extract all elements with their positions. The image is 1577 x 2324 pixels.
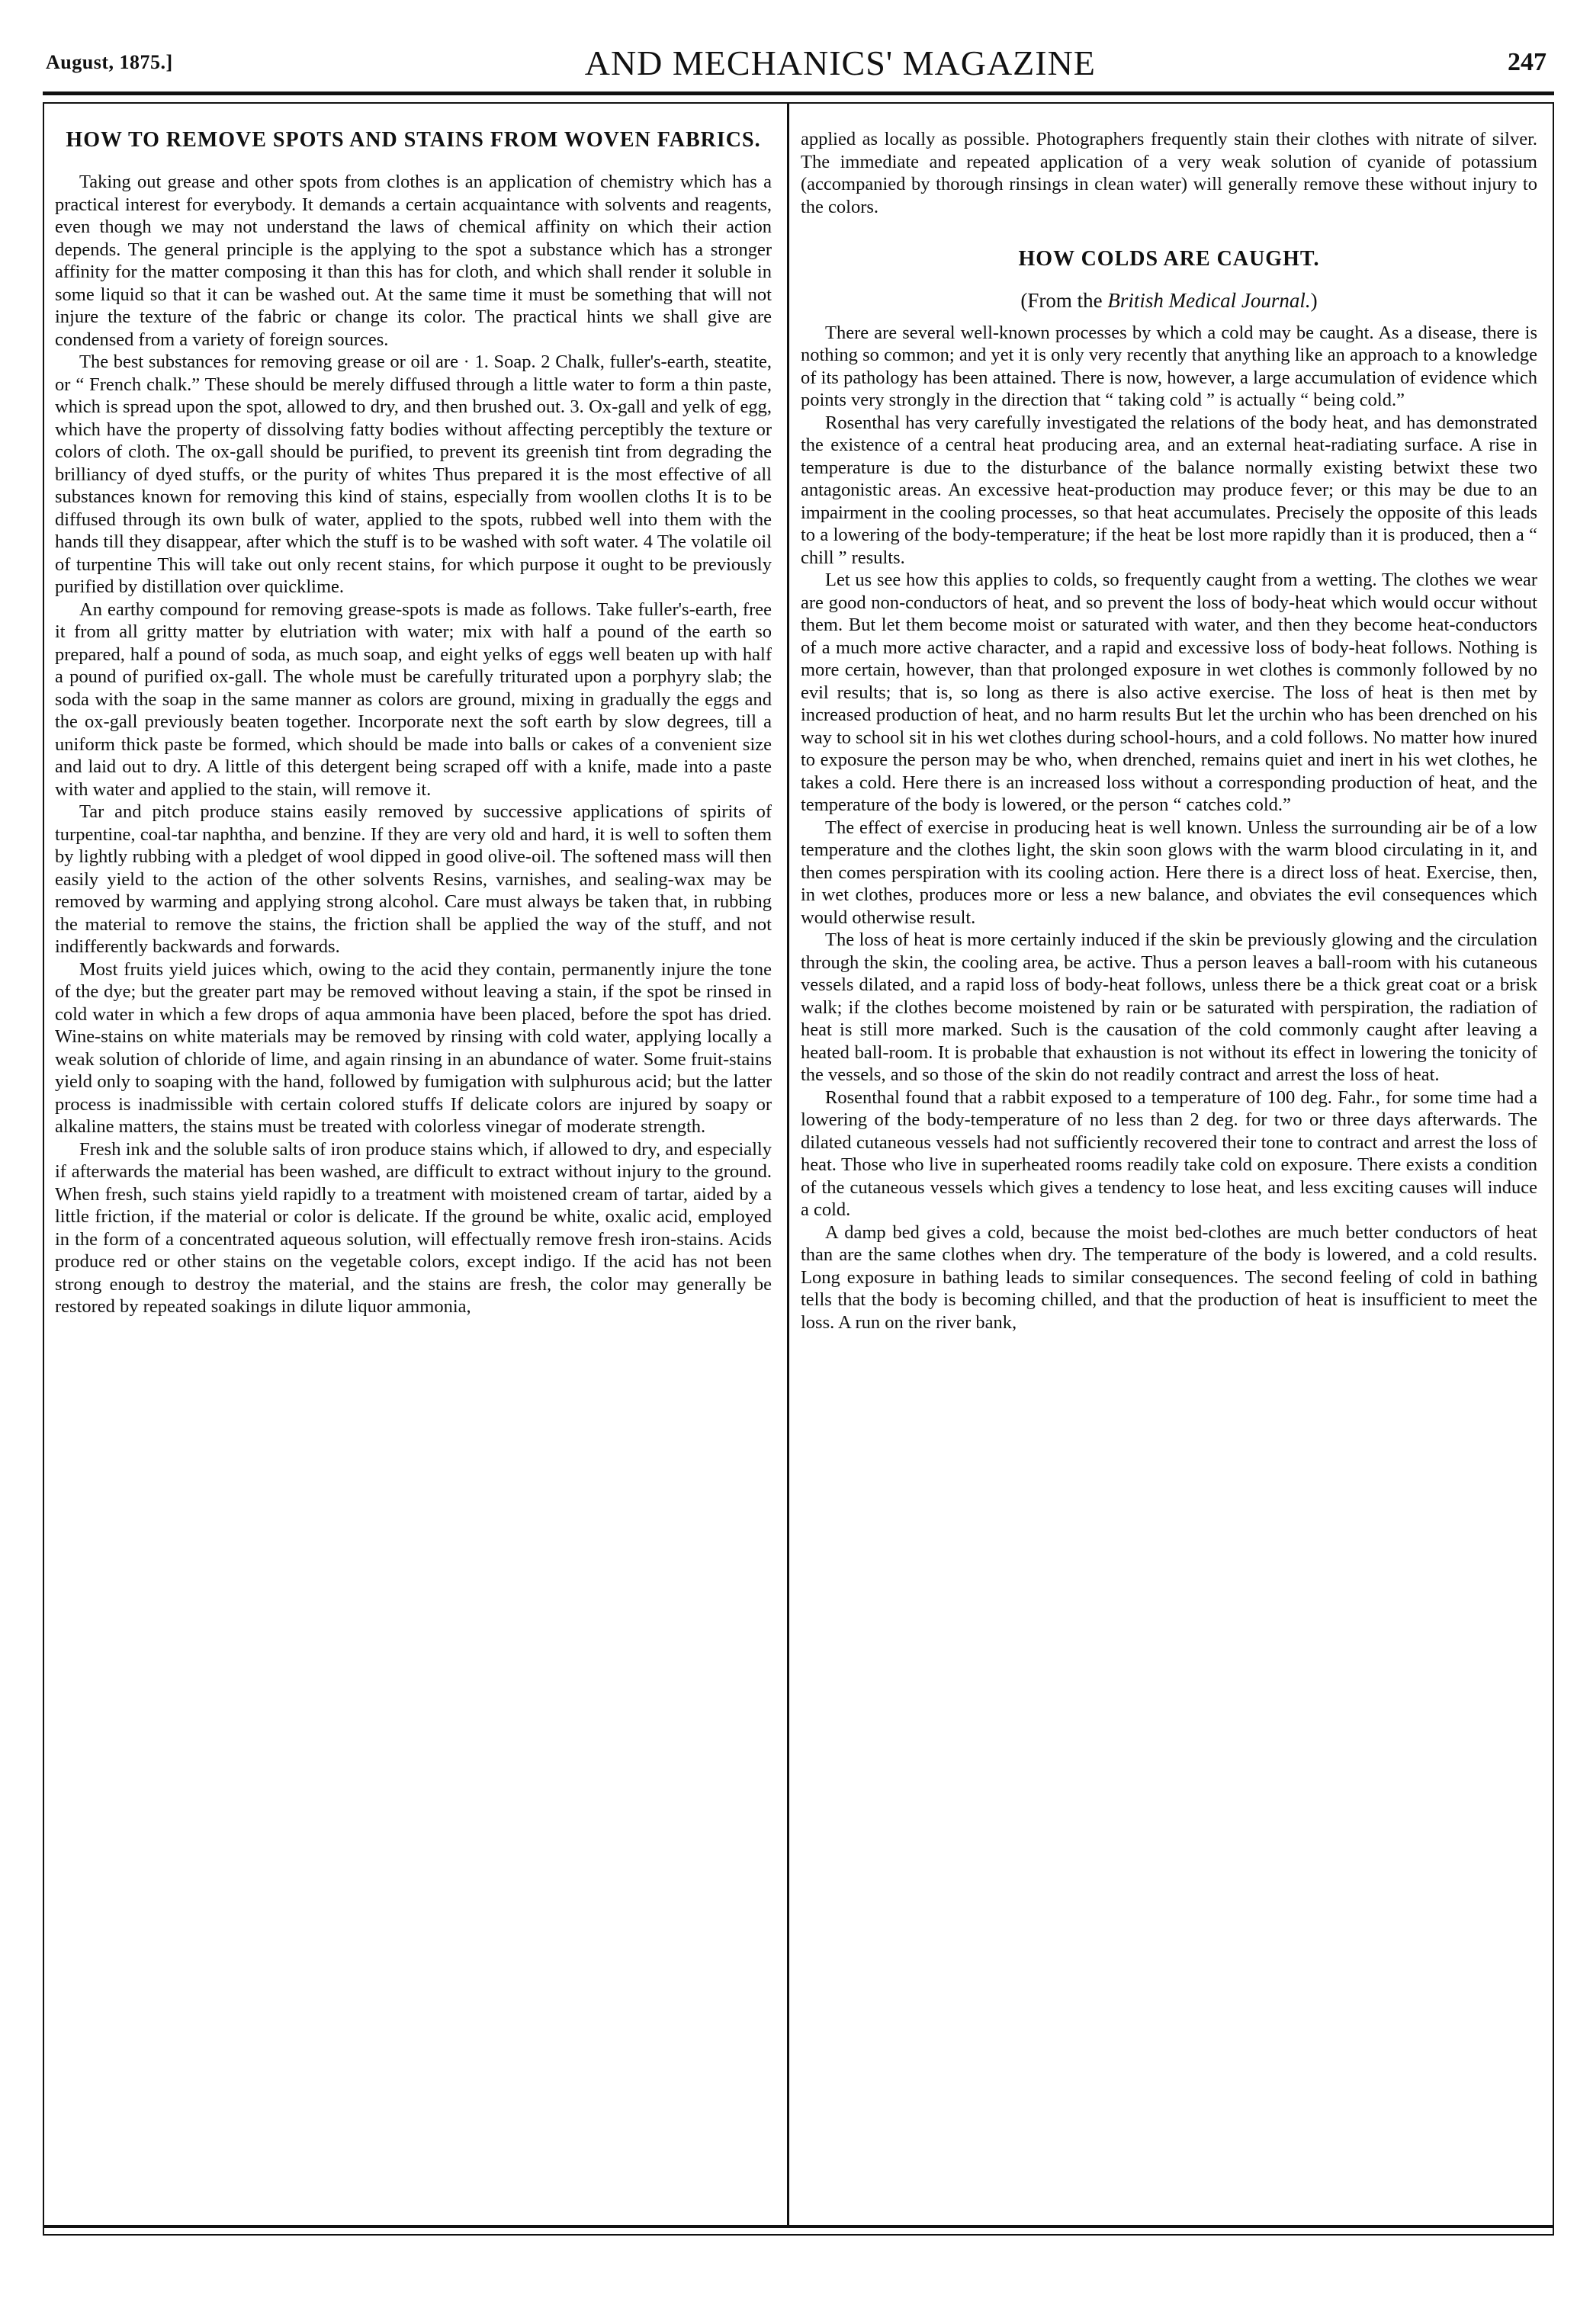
stains-paragraph-6: Fresh ink and the soluble salts of iron produce stains which, if allowed to dry, and especially if afterwards the material has been washed, are difficult to extract without injury to the ground. When fresh, such stains yield rapidly to a treatment with moistened cream of tartar, aided by a little friction, if the material or color is delicate. If the ground be white, oxalic acid, employed in the form of a concentrated aqueous solution, will effectually remove fresh iron-stains. Acids produce red or other stains on the vegetable colors, except indigo. If the acid has not been strong enough to destroy the material, and the stains are fresh, the color may generally be restored by repeated soakings in dilute liquor ammonia, (55, 1138, 772, 1317)
colds-paragraph-5: The loss of heat is more certainly induced if the skin be previously glowing and the circulation through the skin, the cooling area, be active. Thus a person leaves a ball-room with his cutaneous vessels dilated, and a rapid loss of body-heat follows, unless there be a thick great coat or a brisk walk; if the clothes become moistened by rain or be saturated with perspiration, the radiation of heat is still more marked. Such is the causation of the cold commonly caught after leaving a heated ball-room. It is probable that exhaustion is not without its effect in lowering the tonicity of the vessels, and so those of the skin do not readily contract and arrest the loss of heat. (801, 929, 1537, 1085)
header-rule-thick (43, 91, 1554, 95)
left-column (55, 128, 772, 2217)
source-journal: British Medical Journal. (1107, 289, 1311, 312)
frame-left-rule (43, 102, 44, 2236)
source-prefix: (From the (1020, 289, 1103, 312)
article-source (801, 290, 1537, 313)
source-suffix: ) (1310, 289, 1318, 312)
frame-right-rule (1553, 102, 1554, 2236)
colds-paragraph-6: Rosenthal found that a rabbit exposed to a temperature of 100 deg. Fahr., for some time had a lowering of the body-temperature of no less than 2 deg. for two or three days afterwards. The dilated cutaneous vessels had not sufficiently recovered their tone to contract and arrest the loss of heat. Those who live in superheated rooms readily take cold on exposure. There exists a condition of the cutaneous vessels which gives a tendency to lose heat, and less exciting causes will induce a cold. (801, 1087, 1537, 1220)
colds-paragraph-2: Rosenthal has very carefully investigated the relations of the body heat, and has demonstrated the existence of a central heat producing area, and an external heat-radiating surface. A rise in temperature is due to the disturbance of the balance normally existing betwixt these two antagonistic areas. An excessive heat-production may produce fever; or this may be due to an impairment in the cooling processes, so that heat accumulates. Precisely the opposite of this leads to a lowering of the body-temperature; if the heat be lost more rapidly than it is produced, then a “ chill ” results. (801, 412, 1537, 568)
running-head (46, 40, 1546, 85)
stains-paragraph-4: Tar and pitch produce stains easily removed by successive applications of spirits of turpentine, coal-tar naphtha, and benzine. If they are very old and hard, it is well to soften them by lightly rubbing with a pledget of wool dipped in good olive-oil. The softened mass will then easily yield to the action of the other solvents Resins, varnishes, and sealing-wax may be removed by warming and applying strong alcohol. Care must always be taken that, in rubbing the material to remove the stains, the friction shall be applied the way of the stuff, and not indifferently backwards and forwards. (55, 801, 772, 957)
colds-paragraph-4: The effect of exercise in producing heat is well known. Unless the surrounding air be of a low temperature and the clothes light, the skin soon glows with the warm blood circulating in it, and then comes perspiration with its cooling action. Here there is a direct loss of heat. Exercise, then, in wet clothes, produces more or less a new balance, and obviates the evil consequences which would otherwise result. (801, 817, 1537, 928)
colds-paragraph-7: A damp bed gives a cold, because the moist bed-clothes are much better conductors of heat than are the same clothes when dry. The temperature of the body is lowered, and a cold results. Long exposure in bathing leads to similar consequences. The second feeling of cold in bathing tells that the body is becoming chilled, and that the production of heat is insufficient to meet the loss. A run on the river bank, (801, 1221, 1537, 1333)
header-rule-thin (43, 102, 1554, 104)
article-title-stains: HOW TO REMOVE SPOTS AND STAINS FROM WOVEN FABRICS. (66, 128, 761, 152)
stains-paragraph-1: Taking out grease and other spots from clothes is an application of chemistry which has a practical interest for everybody. It demands a certain acquaintance with solvents and reagents, even though we may not understand the laws of chemical affinity on which their action depends. The general principle is the applying to the spot a substance which has a stronger affinity for the matter composing it than this has for cloth, and which shall render it soluble in some liquid so that it can be washed out. At the same time it must be something that will not injure the texture of the fabric or change its color. The practical hints we shall give are condensed from a variety of foreign sources. (55, 172, 772, 350)
stains-paragraph-2: The best substances for removing grease or oil are · 1. Soap. 2 Chalk, fuller's-earth, steatite, or “ French chalk.” These should be merely diffused through a little water to form a thin paste, which is spread upon the spot, allowed to dry, and then brushed out. 3. Ox-gall and yelk of egg, which have the property of dissolving fatty bodies without affecting perceptibly the texture or colors of cloth. The ox-gall should be purified, to prevent its greenish tint from degrading the brilliancy of dyed stuffs, or the purity of whites Thus prepared it is the most effective of all substances known for removing this kind of stains, especially from woollen cloths It is to be diffused through its own bulk of water, applied to the spots, rubbed well into them with the hands till they disappear, after which the stuff is to be washed with soft water. 4 The volatile oil of turpentine This will take out only recent stains, for which purpose it ought to be previously purified by distillation over quicklime. (55, 351, 772, 597)
magazine-title: AND MECHANICS' MAGAZINE (584, 43, 1096, 82)
page-number: 247 (1508, 48, 1546, 76)
right-column (801, 128, 1537, 2217)
stains-paragraph-5: Most fruits yield juices which, owing to the acid they contain, permanently injure the tone of the dye; but the greater part may be removed without leaving a stain, if the spot be rinsed in cold water in which a few drops of aqua ammonia have been placed, before the spot has dried. Wine-stains on white materials may be removed by rinsing with cold water, applying locally a weak solution of chloride of lime, and again rinsing in an abundance of water. Some fruit-stains yield only to soaping with the hand, followed by fumigation with sulphurous acid; but the latter process is inadmissible with certain colored stuffs If delicate colors are injured by soapy or alkaline matters, the stains must be treated with colorless vinegar of moderate strength. (55, 958, 772, 1137)
stains-paragraph-3: An earthy compound for removing grease-spots is made as follows. Take fuller's-earth, free it from all gritty matter by elutriation with water; mix with half a pound of the earth so prepared, half a pound of soda, as much soap, and eight yelks of eggs well beaten up with half a pound of purified ox-gall. The whole must be carefully triturated upon a porphyry slab; the soda with the soap in the same manner as colors are ground, mixing in gradually the eggs and the ox-gall previously beaten together. Incorporate next the soft earth by slow degrees, till a uniform thick paste be formed, which should be made into balls or cakes of a convenient size and laid out to dry. A little of this detergent being scraped off with a knife, made into a paste with water and applied to the stain, will remove it. (55, 599, 772, 800)
column-divider (787, 102, 789, 2226)
colds-paragraph-3: Let us see how this applies to colds, so frequently caught from a wetting. The clothes we wear are good non-conductors of heat, and so prevent the loss of body-heat which would occur without them. But let them become moist or saturated with water, and then they become heat-conductors of a much more active character, and a rapid and excessive loss of body-heat follows. Nothing is more certain, however, than that prolonged exposure in wet clothes is commonly followed by no evil results; that is, so long as there is also active exercise. The loss of heat is then met by increased production of heat, and no harm results But let the urchin who has been drenched on his way to school sit in his wet clothes during school-hours, and a cold follows. No matter how inured to exposure the person may be who, when drenched, remains quiet and inert in his wet clothes, he takes a cold. Here there is an increased loss without a corresponding production of heat, and the temperature of the body is lowered, or the person “ catches cold.” (801, 570, 1537, 815)
article-title-colds: HOW COLDS ARE CAUGHT. (1018, 247, 1320, 271)
footer-rule-thick (43, 2225, 1554, 2228)
footer-rule-thin (43, 2234, 1554, 2236)
issue-date: August, 1875.] (46, 51, 173, 73)
colds-paragraph-1: There are several well-known processes by which a cold may be caught. As a disease, there is nothing so common; and yet it is only very recently that anything like an approach to a knowledge of its pathology has been attained. There is now, however, a large accumulation of evidence which points very strongly in the direction that “ taking cold ” is actually “ being cold.” (801, 322, 1537, 410)
stains-continuation: applied as locally as possible. Photographers frequently stain their clothes with nitrate of silver. The immediate and repeated application of a very weak solution of cyanide of potassium (accompanied by thorough rinsings in clean water) will generally remove these without injury to the colors. (801, 129, 1537, 217)
article-separator (801, 218, 1537, 247)
